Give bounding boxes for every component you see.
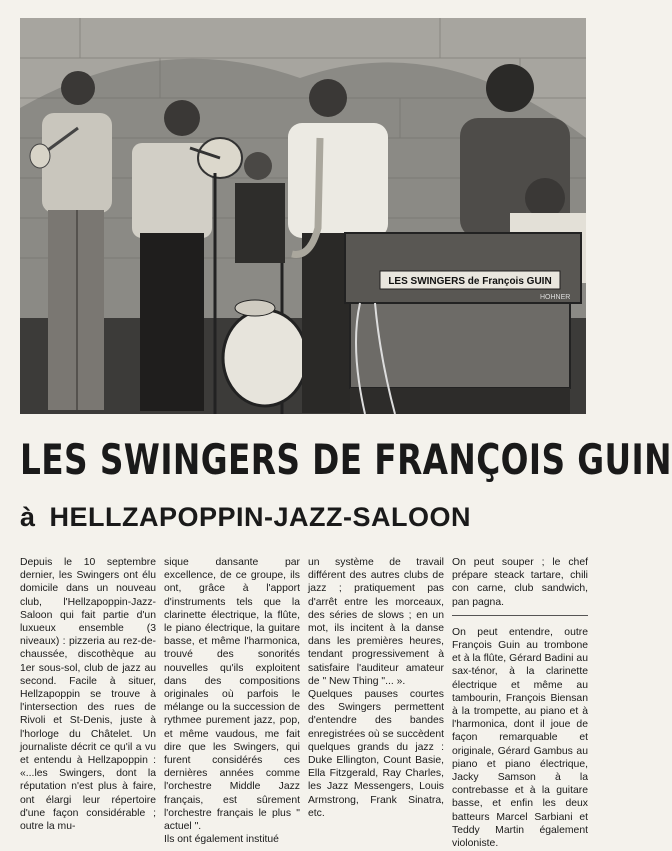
- subhead-prefix: à: [20, 502, 36, 532]
- article-column-2: [164, 556, 300, 846]
- article-column-3: [308, 556, 444, 846]
- amp-label: LES SWINGERS de François GUIN: [388, 276, 552, 287]
- article-column-4: [452, 556, 588, 850]
- band-photo: [20, 18, 586, 414]
- paragraph-lineup: On peut entendre, outre François Guin au trombone et à la flûte, Gérard Badini au sax-ténor, à la clarinette électrique et même au tambourin, François Biensan à la trompette, au piano et à l'harmonica, dont il joue de façon remarquable et originale, Gérard Gambus au piano et piano électrique, Jacky Samson à la contrebasse et à la guitare basse, et enfin les deux batteurs Marcel Sarbiani et Teddy Martin également violoniste.: [452, 626, 588, 850]
- article-column-1: [20, 556, 156, 846]
- column-divider: [452, 615, 588, 616]
- subheadline: [20, 500, 586, 534]
- electric-piano-amp: [345, 233, 581, 414]
- amp-brand: HOHNER: [540, 294, 571, 301]
- article-body: [20, 556, 590, 850]
- venue-name: HELLZAPOPPIN-JAZZ-SALOON: [49, 502, 472, 532]
- paragraph: un système de travail différent des autres clubs de jazz ; pratiquement pas d'arrêt entre les morceaux, des séries de slows ; en un mot, ils incitent à la danse dans les premières heures, tendant progressivement à satisfaire l'auditeur amateur de " New Thing "... ». Quelques pauses courtes des Swingers permettent d'entendre des bandes enregistrées où se succèdent quelques grands du jazz : Duke Ellington, Count Basie, Ella Fitzgerald, Ray Charles, les Jazz Messengers, Louis Armstrong, Frank Sinatra, etc.: [308, 557, 444, 819]
- band-photo-illustration: [20, 18, 586, 414]
- paragraph: sique dansante par excellence, de ce groupe, ils ont, grâce à l'apport d'instruments tels que la clarinette électrique, la flûte, le piano électrique, la guitare basse, et même l'harmonica, trouvé des sonorités nouvelles qu'ils exploitent dans des compositions originales où parfois le mélange ou la succession de rythmee purement jazz, pop, et même vaudous, me fait dire que les Swingers, qui furent considérés ces dernières années comme l'orchestre Middle Jazz français, est sûrement l'orchestre français le plus " actuel ". Ils ont également institué: [164, 557, 300, 846]
- headline: LES SWINGERS DE FRANÇOIS GUIN: [20, 435, 672, 484]
- paragraph: Depuis le 10 septembre dernier, les Swingers ont élu domicile dans un nouveau club, l'Hellzapoppin-Jazz-Saloon qui fait partie d'un luxueux ensemble (3 niveaux) : pizzeria au rez-de-chaussée, discothèque au 1er sous-sol, club de jazz au second. Facile à situer, Hellzapoppin se trouve à l'intersection des rues de Rivoli et St-Denis, juste à l'horloge du Châtelet. Un journaliste décrit ce qu'il a vu et entendu à Hellzapoppin : «...les Swingers, dont la réputation n'est plus à faire, ont élargi leur répertoire d'une façon considérable ; outre la mu-: [20, 557, 156, 833]
- paragraph-menu: On peut souper ; le chef prépare steack tartare, chili con carne, club sandwich, pan pagna.: [452, 557, 588, 608]
